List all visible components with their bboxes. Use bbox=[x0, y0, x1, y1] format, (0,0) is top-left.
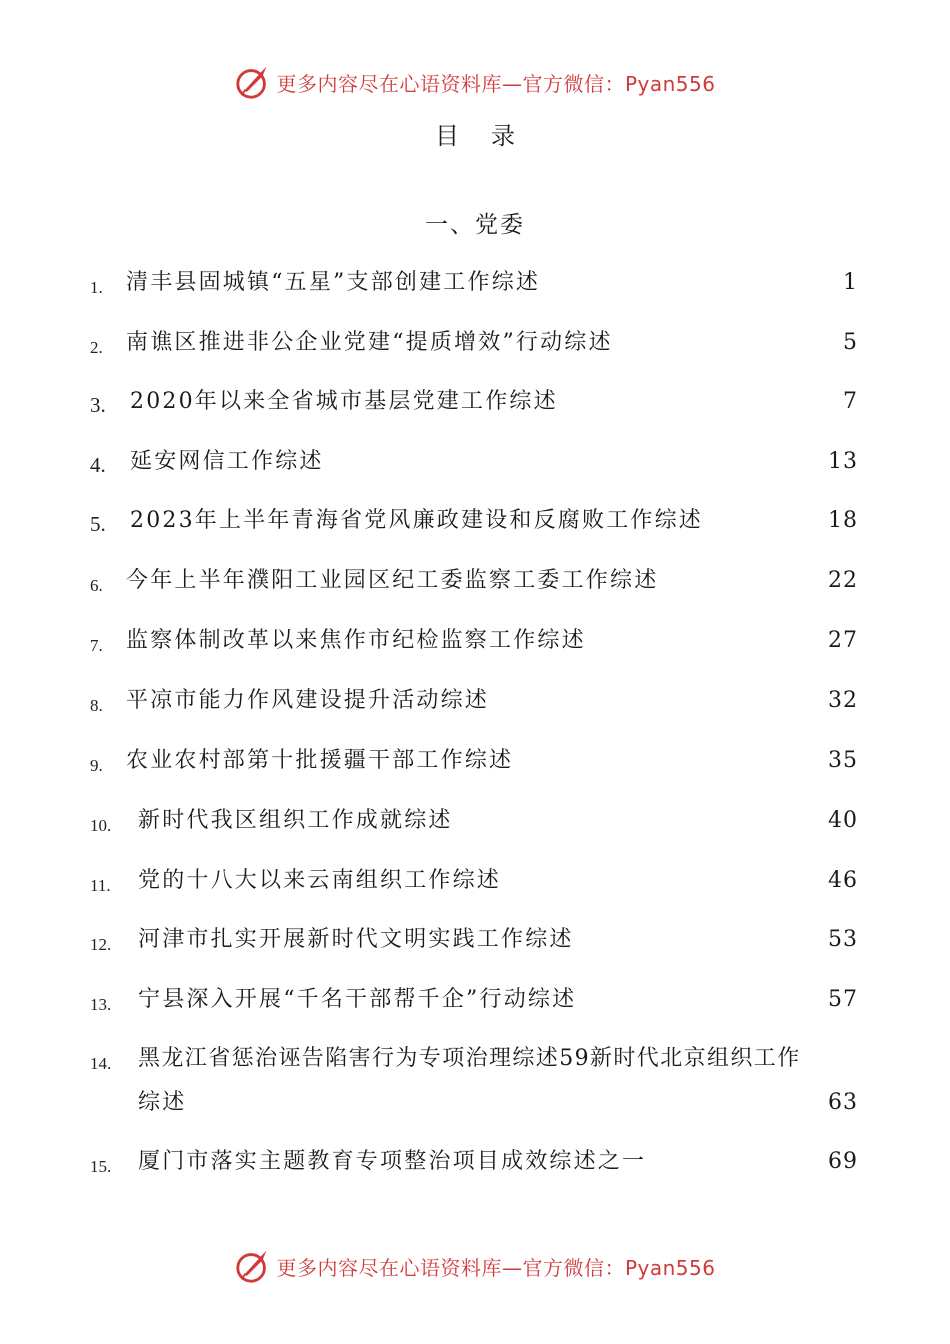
toc-page: 1 bbox=[843, 270, 858, 295]
toc-page: 57 bbox=[828, 987, 858, 1012]
toc-number: 15. bbox=[90, 1157, 112, 1176]
bottom-banner bbox=[0, 1246, 950, 1286]
toc-number: 13. bbox=[90, 995, 112, 1014]
toc-page: 18 bbox=[828, 508, 858, 533]
toc-title: 2023年上半年青海省党风廉政建设和反腐败工作综述 bbox=[130, 508, 703, 533]
toc-number: 1. bbox=[90, 278, 103, 297]
toc-page: 69 bbox=[828, 1149, 858, 1174]
toc-entry[interactable] bbox=[0, 447, 950, 487]
toc-entry[interactable] bbox=[0, 506, 950, 546]
page-title: 目录 bbox=[435, 122, 547, 150]
toc-entry[interactable] bbox=[0, 1044, 950, 1124]
toc-entry[interactable] bbox=[0, 866, 950, 906]
toc-title: 清丰县固城镇“五星”支部创建工作综述 bbox=[126, 270, 541, 295]
toc-page: 5 bbox=[843, 330, 858, 355]
toc-entry[interactable] bbox=[0, 985, 950, 1025]
toc-entry[interactable] bbox=[0, 268, 950, 308]
toc-title: 厦门市落实主题教育专项整治项目成效综述之一 bbox=[138, 1149, 647, 1174]
toc-number: 4. bbox=[90, 453, 106, 477]
toc-entry[interactable] bbox=[0, 387, 950, 427]
toc-entry[interactable] bbox=[0, 686, 950, 726]
toc-title: 平凉市能力作风建设提升活动综述 bbox=[126, 688, 490, 713]
toc-title: 河津市扎实开展新时代文明实践工作综述 bbox=[138, 927, 574, 952]
quill-logo-icon bbox=[234, 63, 272, 101]
quill-logo-icon bbox=[234, 1247, 272, 1285]
toc-title: 党的十八大以来云南组织工作综述 bbox=[138, 868, 502, 893]
banner-text: 更多内容尽在心语资料库—官方微信：Pyan556 bbox=[276, 71, 716, 96]
toc-number: 9. bbox=[90, 756, 103, 775]
toc-number: 11. bbox=[90, 876, 111, 895]
toc-entry[interactable] bbox=[0, 806, 950, 846]
toc-number: 2. bbox=[90, 338, 103, 357]
toc-page: 7 bbox=[843, 389, 858, 414]
toc-page: 13 bbox=[828, 449, 858, 474]
toc-number: 10. bbox=[90, 816, 112, 835]
toc-page: 22 bbox=[828, 568, 858, 593]
toc-number: 3. bbox=[90, 393, 106, 417]
toc-number: 7. bbox=[90, 636, 103, 655]
toc-title: 监察体制改革以来焦作市纪检监察工作综述 bbox=[126, 628, 586, 653]
toc-entry[interactable] bbox=[0, 328, 950, 368]
toc-number: 8. bbox=[90, 696, 103, 715]
toc-title: 2020年以来全省城市基层党建工作综述 bbox=[130, 389, 558, 414]
toc-entry[interactable] bbox=[0, 925, 950, 965]
toc-title: 黑龙江省惩治诬告陷害行为专项治理综述59新时代北京组织工作 bbox=[138, 1046, 801, 1071]
toc-number: 14. bbox=[90, 1054, 112, 1073]
toc-page: 35 bbox=[828, 748, 858, 773]
toc-page: 63 bbox=[828, 1090, 858, 1115]
banner-text: 更多内容尽在心语资料库—官方微信：Pyan556 bbox=[276, 1255, 716, 1280]
toc-page: 46 bbox=[828, 868, 858, 893]
toc-title: 宁县深入开展“千名干部帮千企”行动综述 bbox=[138, 987, 577, 1012]
toc-entry[interactable] bbox=[0, 626, 950, 666]
toc-number: 5. bbox=[90, 512, 106, 536]
section-heading: 一、党委 bbox=[425, 212, 525, 238]
toc-page: 40 bbox=[828, 808, 858, 833]
toc-number: 6. bbox=[90, 576, 103, 595]
toc-page: 32 bbox=[828, 688, 858, 713]
toc-page: 27 bbox=[828, 628, 858, 653]
toc-entry[interactable] bbox=[0, 746, 950, 786]
toc-title: 农业农村部第十批援疆干部工作综述 bbox=[126, 748, 514, 773]
toc-title: 今年上半年濮阳工业园区纪工委监察工委工作综述 bbox=[126, 568, 659, 593]
toc-number: 12. bbox=[90, 935, 112, 954]
toc-title-continuation: 综述 bbox=[138, 1090, 187, 1115]
toc-title: 延安网信工作综述 bbox=[130, 449, 324, 474]
top-banner bbox=[0, 62, 950, 102]
toc-entry[interactable] bbox=[0, 1147, 950, 1187]
toc-entry[interactable] bbox=[0, 566, 950, 606]
toc-page: 53 bbox=[828, 927, 858, 952]
toc-title: 南谯区推进非公企业党建“提质增效”行动综述 bbox=[126, 330, 613, 355]
toc-title: 新时代我区组织工作成就综述 bbox=[138, 808, 453, 833]
